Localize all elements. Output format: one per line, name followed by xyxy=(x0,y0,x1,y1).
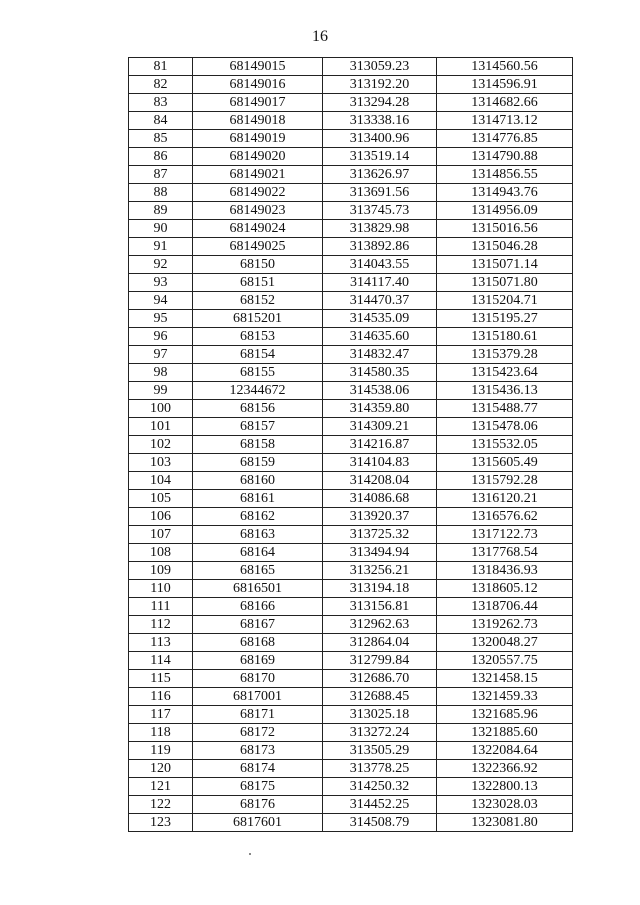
cell-row-index: 88 xyxy=(129,184,193,202)
table-row xyxy=(129,148,573,166)
table-row xyxy=(129,490,573,508)
cell-point-id: 68151 xyxy=(193,274,323,292)
cell-coordinate-y: 1317122.73 xyxy=(437,526,573,544)
cell-coordinate-x: 313400.96 xyxy=(323,130,437,148)
cell-coordinate-x: 313691.56 xyxy=(323,184,437,202)
cell-coordinate-x: 314086.68 xyxy=(323,490,437,508)
table-row xyxy=(129,58,573,76)
cell-coordinate-x: 314117.40 xyxy=(323,274,437,292)
cell-coordinate-x: 312799.84 xyxy=(323,652,437,670)
cell-coordinate-x: 313025.18 xyxy=(323,706,437,724)
cell-coordinate-y: 1318605.12 xyxy=(437,580,573,598)
cell-coordinate-x: 313338.16 xyxy=(323,112,437,130)
cell-coordinate-y: 1321885.60 xyxy=(437,724,573,742)
cell-coordinate-y: 1315071.80 xyxy=(437,274,573,292)
cell-coordinate-x: 313892.86 xyxy=(323,238,437,256)
cell-point-id: 68149025 xyxy=(193,238,323,256)
cell-point-id: 68149018 xyxy=(193,112,323,130)
table-row xyxy=(129,778,573,796)
table-row xyxy=(129,544,573,562)
cell-coordinate-y: 1320048.27 xyxy=(437,634,573,652)
cell-row-index: 115 xyxy=(129,670,193,688)
cell-row-index: 84 xyxy=(129,112,193,130)
cell-point-id: 68163 xyxy=(193,526,323,544)
table-row xyxy=(129,292,573,310)
table-row xyxy=(129,436,573,454)
table-row xyxy=(129,400,573,418)
cell-coordinate-y: 1315046.28 xyxy=(437,238,573,256)
cell-row-index: 107 xyxy=(129,526,193,544)
cell-point-id: 68169 xyxy=(193,652,323,670)
cell-point-id: 68154 xyxy=(193,346,323,364)
cell-coordinate-x: 313519.14 xyxy=(323,148,437,166)
cell-row-index: 123 xyxy=(129,814,193,832)
cell-row-index: 119 xyxy=(129,742,193,760)
cell-point-id: 68167 xyxy=(193,616,323,634)
cell-row-index: 101 xyxy=(129,418,193,436)
cell-coordinate-y: 1315204.71 xyxy=(437,292,573,310)
coordinates-table xyxy=(128,57,573,832)
cell-coordinate-x: 314452.25 xyxy=(323,796,437,814)
cell-coordinate-x: 313156.81 xyxy=(323,598,437,616)
cell-row-index: 100 xyxy=(129,400,193,418)
cell-row-index: 109 xyxy=(129,562,193,580)
cell-coordinate-x: 314535.09 xyxy=(323,310,437,328)
cell-coordinate-x: 313626.97 xyxy=(323,166,437,184)
cell-row-index: 122 xyxy=(129,796,193,814)
cell-coordinate-y: 1322366.92 xyxy=(437,760,573,778)
cell-coordinate-x: 313829.98 xyxy=(323,220,437,238)
cell-coordinate-x: 313194.18 xyxy=(323,580,437,598)
cell-point-id: 68173 xyxy=(193,742,323,760)
coordinates-table-body xyxy=(129,58,573,832)
cell-coordinate-y: 1315792.28 xyxy=(437,472,573,490)
cell-point-id: 68155 xyxy=(193,364,323,382)
cell-point-id: 68150 xyxy=(193,256,323,274)
page-number: 16 xyxy=(312,28,328,45)
cell-row-index: 87 xyxy=(129,166,193,184)
cell-point-id: 68149015 xyxy=(193,58,323,76)
cell-coordinate-x: 313778.25 xyxy=(323,760,437,778)
cell-point-id: 68149020 xyxy=(193,148,323,166)
table-row xyxy=(129,652,573,670)
cell-point-id: 68176 xyxy=(193,796,323,814)
table-row xyxy=(129,274,573,292)
cell-row-index: 83 xyxy=(129,94,193,112)
cell-coordinate-x: 313745.73 xyxy=(323,202,437,220)
cell-row-index: 104 xyxy=(129,472,193,490)
table-row xyxy=(129,814,573,832)
table-row xyxy=(129,310,573,328)
table-row xyxy=(129,562,573,580)
cell-coordinate-x: 314635.60 xyxy=(323,328,437,346)
cell-row-index: 114 xyxy=(129,652,193,670)
table-row xyxy=(129,94,573,112)
cell-row-index: 90 xyxy=(129,220,193,238)
cell-coordinate-x: 314104.83 xyxy=(323,454,437,472)
cell-row-index: 86 xyxy=(129,148,193,166)
table-row xyxy=(129,616,573,634)
cell-row-index: 85 xyxy=(129,130,193,148)
cell-coordinate-y: 1315605.49 xyxy=(437,454,573,472)
cell-coordinate-x: 313920.37 xyxy=(323,508,437,526)
cell-row-index: 110 xyxy=(129,580,193,598)
cell-row-index: 99 xyxy=(129,382,193,400)
cell-coordinate-x: 313725.32 xyxy=(323,526,437,544)
cell-coordinate-y: 1323028.03 xyxy=(437,796,573,814)
cell-point-id: 6816501 xyxy=(193,580,323,598)
cell-row-index: 82 xyxy=(129,76,193,94)
cell-coordinate-x: 314043.55 xyxy=(323,256,437,274)
cell-coordinate-y: 1314682.66 xyxy=(437,94,573,112)
cell-row-index: 97 xyxy=(129,346,193,364)
cell-row-index: 102 xyxy=(129,436,193,454)
cell-point-id: 68158 xyxy=(193,436,323,454)
cell-coordinate-y: 1315180.61 xyxy=(437,328,573,346)
cell-coordinate-x: 312688.45 xyxy=(323,688,437,706)
cell-coordinate-y: 1314713.12 xyxy=(437,112,573,130)
cell-point-id: 68168 xyxy=(193,634,323,652)
cell-row-index: 116 xyxy=(129,688,193,706)
table-row xyxy=(129,76,573,94)
cell-coordinate-x: 314538.06 xyxy=(323,382,437,400)
cell-coordinate-y: 1318706.44 xyxy=(437,598,573,616)
cell-coordinate-y: 1314790.88 xyxy=(437,148,573,166)
cell-row-index: 108 xyxy=(129,544,193,562)
cell-point-id: 68157 xyxy=(193,418,323,436)
cell-coordinate-y: 1314856.55 xyxy=(437,166,573,184)
table-row xyxy=(129,256,573,274)
cell-point-id: 68152 xyxy=(193,292,323,310)
cell-point-id: 68149017 xyxy=(193,94,323,112)
cell-coordinate-y: 1315016.56 xyxy=(437,220,573,238)
cell-point-id: 68161 xyxy=(193,490,323,508)
table-row xyxy=(129,760,573,778)
cell-row-index: 106 xyxy=(129,508,193,526)
cell-coordinate-y: 1315071.14 xyxy=(437,256,573,274)
table-row xyxy=(129,454,573,472)
cell-row-index: 121 xyxy=(129,778,193,796)
cell-coordinate-y: 1315532.05 xyxy=(437,436,573,454)
table-row xyxy=(129,418,573,436)
cell-coordinate-y: 1314956.09 xyxy=(437,202,573,220)
cell-coordinate-x: 313505.29 xyxy=(323,742,437,760)
cell-coordinate-y: 1317768.54 xyxy=(437,544,573,562)
cell-coordinate-y: 1323081.80 xyxy=(437,814,573,832)
table-row xyxy=(129,688,573,706)
cell-coordinate-x: 314250.32 xyxy=(323,778,437,796)
cell-row-index: 89 xyxy=(129,202,193,220)
table-row xyxy=(129,238,573,256)
table-row xyxy=(129,184,573,202)
cell-coordinate-x: 314208.04 xyxy=(323,472,437,490)
cell-coordinate-x: 314832.47 xyxy=(323,346,437,364)
table-row xyxy=(129,328,573,346)
cell-point-id: 68153 xyxy=(193,328,323,346)
cell-point-id: 68172 xyxy=(193,724,323,742)
table-row xyxy=(129,130,573,148)
cell-row-index: 92 xyxy=(129,256,193,274)
table-row xyxy=(129,742,573,760)
cell-point-id: 68170 xyxy=(193,670,323,688)
scan-speck xyxy=(249,853,251,855)
cell-coordinate-y: 1318436.93 xyxy=(437,562,573,580)
cell-row-index: 120 xyxy=(129,760,193,778)
cell-point-id: 68149019 xyxy=(193,130,323,148)
cell-point-id: 68149021 xyxy=(193,166,323,184)
cell-coordinate-x: 313059.23 xyxy=(323,58,437,76)
cell-point-id: 68164 xyxy=(193,544,323,562)
cell-row-index: 111 xyxy=(129,598,193,616)
cell-coordinate-y: 1316120.21 xyxy=(437,490,573,508)
cell-row-index: 96 xyxy=(129,328,193,346)
cell-coordinate-y: 1321458.15 xyxy=(437,670,573,688)
cell-coordinate-x: 314216.87 xyxy=(323,436,437,454)
table-row xyxy=(129,202,573,220)
cell-coordinate-x: 314359.80 xyxy=(323,400,437,418)
cell-point-id: 68149016 xyxy=(193,76,323,94)
cell-coordinate-y: 1314776.85 xyxy=(437,130,573,148)
cell-coordinate-y: 1321459.33 xyxy=(437,688,573,706)
cell-point-id: 68175 xyxy=(193,778,323,796)
cell-coordinate-x: 314580.35 xyxy=(323,364,437,382)
cell-point-id: 6817001 xyxy=(193,688,323,706)
cell-coordinate-y: 1315379.28 xyxy=(437,346,573,364)
table-row xyxy=(129,364,573,382)
cell-row-index: 112 xyxy=(129,616,193,634)
table-row xyxy=(129,346,573,364)
cell-coordinate-y: 1322084.64 xyxy=(437,742,573,760)
table-row xyxy=(129,634,573,652)
cell-coordinate-x: 314508.79 xyxy=(323,814,437,832)
table-row xyxy=(129,220,573,238)
cell-row-index: 95 xyxy=(129,310,193,328)
cell-coordinate-x: 312962.63 xyxy=(323,616,437,634)
table-row xyxy=(129,724,573,742)
table-row xyxy=(129,670,573,688)
cell-row-index: 113 xyxy=(129,634,193,652)
cell-point-id: 68159 xyxy=(193,454,323,472)
cell-row-index: 81 xyxy=(129,58,193,76)
cell-coordinate-x: 313272.24 xyxy=(323,724,437,742)
cell-row-index: 103 xyxy=(129,454,193,472)
cell-point-id: 68166 xyxy=(193,598,323,616)
table-row xyxy=(129,598,573,616)
cell-row-index: 93 xyxy=(129,274,193,292)
cell-row-index: 105 xyxy=(129,490,193,508)
cell-point-id: 12344672 xyxy=(193,382,323,400)
cell-point-id: 68149024 xyxy=(193,220,323,238)
table-row xyxy=(129,526,573,544)
cell-coordinate-y: 1314560.56 xyxy=(437,58,573,76)
cell-coordinate-x: 314470.37 xyxy=(323,292,437,310)
cell-coordinate-y: 1320557.75 xyxy=(437,652,573,670)
cell-coordinate-x: 313294.28 xyxy=(323,94,437,112)
cell-point-id: 68165 xyxy=(193,562,323,580)
cell-coordinate-y: 1315488.77 xyxy=(437,400,573,418)
cell-coordinate-y: 1315478.06 xyxy=(437,418,573,436)
cell-coordinate-x: 312686.70 xyxy=(323,670,437,688)
cell-point-id: 68174 xyxy=(193,760,323,778)
cell-coordinate-y: 1316576.62 xyxy=(437,508,573,526)
cell-point-id: 68162 xyxy=(193,508,323,526)
cell-point-id: 68149022 xyxy=(193,184,323,202)
table-row xyxy=(129,112,573,130)
cell-coordinate-x: 313256.21 xyxy=(323,562,437,580)
cell-coordinate-y: 1315423.64 xyxy=(437,364,573,382)
cell-point-id: 68149023 xyxy=(193,202,323,220)
cell-coordinate-y: 1315436.13 xyxy=(437,382,573,400)
cell-row-index: 94 xyxy=(129,292,193,310)
cell-coordinate-x: 313494.94 xyxy=(323,544,437,562)
cell-row-index: 118 xyxy=(129,724,193,742)
cell-coordinate-y: 1322800.13 xyxy=(437,778,573,796)
table-row xyxy=(129,508,573,526)
table-row xyxy=(129,166,573,184)
cell-point-id: 6817601 xyxy=(193,814,323,832)
table-row xyxy=(129,706,573,724)
table-row xyxy=(129,580,573,598)
cell-point-id: 68171 xyxy=(193,706,323,724)
cell-coordinate-y: 1321685.96 xyxy=(437,706,573,724)
cell-row-index: 117 xyxy=(129,706,193,724)
cell-point-id: 68160 xyxy=(193,472,323,490)
cell-coordinate-y: 1319262.73 xyxy=(437,616,573,634)
cell-point-id: 68156 xyxy=(193,400,323,418)
table-row xyxy=(129,382,573,400)
table-row xyxy=(129,796,573,814)
cell-coordinate-x: 313192.20 xyxy=(323,76,437,94)
cell-coordinate-y: 1314943.76 xyxy=(437,184,573,202)
cell-coordinate-y: 1314596.91 xyxy=(437,76,573,94)
cell-row-index: 98 xyxy=(129,364,193,382)
cell-coordinate-x: 312864.04 xyxy=(323,634,437,652)
cell-row-index: 91 xyxy=(129,238,193,256)
cell-point-id: 6815201 xyxy=(193,310,323,328)
table-row xyxy=(129,472,573,490)
cell-coordinate-y: 1315195.27 xyxy=(437,310,573,328)
cell-coordinate-x: 314309.21 xyxy=(323,418,437,436)
